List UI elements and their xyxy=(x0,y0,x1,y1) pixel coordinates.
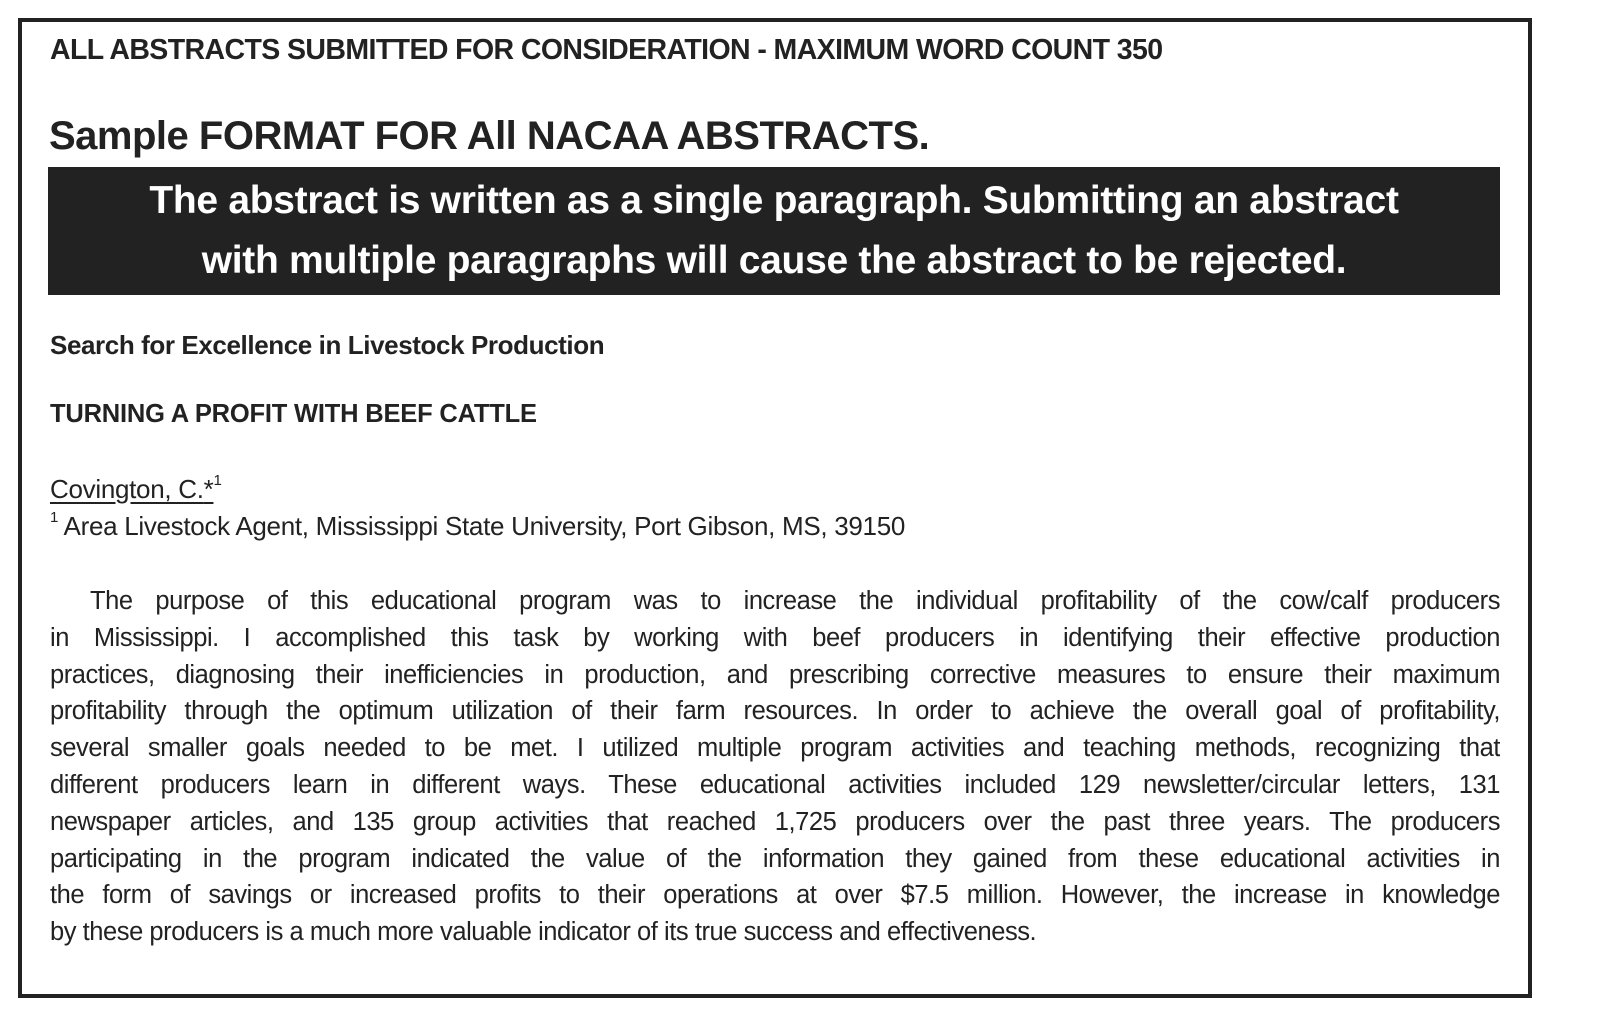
body-line-text: practices, diagnosing their inefficiencies in production, and prescribing corrective measures to ensure their maximum xyxy=(50,660,1500,689)
body-line xyxy=(50,730,1500,767)
author-affiliation-ref: 1 xyxy=(213,472,222,489)
award-category: Search for Excellence in Livestock Production xyxy=(50,330,605,360)
body-line xyxy=(50,804,1500,841)
affiliation-line xyxy=(50,511,905,542)
author-name-text: Covington, C. xyxy=(50,474,204,504)
abstract-title: TURNING A PROFIT WITH BEEF CATTLE xyxy=(50,400,537,428)
body-line-text: several smaller goals needed to be met. I utilized multiple program activities and teaching methods, recognizing that xyxy=(50,734,1500,763)
body-line-text: different producers learn in different ways. These educational activities included 129 newsletter/circular letters, 131 xyxy=(50,770,1500,799)
affiliation-text: Area Livestock Agent, Mississippi State University, Port Gibson, MS, 39150 xyxy=(63,511,906,541)
body-line-text: in Mississippi. I accomplished this task by working with beef producers in identifying their effective production xyxy=(50,623,1500,652)
body-line xyxy=(50,767,1500,804)
banner-line-2: with multiple paragraphs will cause the abstract to be rejected. xyxy=(201,239,1347,282)
body-line xyxy=(50,693,1500,730)
body-line-text: newspaper articles, and 135 group activities that reached 1,725 producers over the past three years. The producers xyxy=(50,807,1500,836)
body-line xyxy=(50,914,1500,951)
presenter-marker: * xyxy=(203,474,214,504)
word-count-notice: ALL ABSTRACTS SUBMITTED FOR CONSIDERATION - MAXIMUM WORD COUNT 350 xyxy=(50,34,1163,66)
single-paragraph-warning-banner xyxy=(48,167,1500,295)
body-line-text: profitability through the optimum utilization of their farm resources. In order to achieve the overall goal of profitability, xyxy=(50,697,1500,726)
body-line-text: The purpose of this educational program was to increase the individual profitability of the cow/calf producers xyxy=(90,587,1500,615)
body-line xyxy=(50,583,1500,620)
abstract-body xyxy=(50,583,1500,951)
author-name xyxy=(50,474,213,504)
author-line xyxy=(50,474,222,505)
body-line-text: participating in the program indicated the value of the information they gained from these educational activities in xyxy=(50,844,1500,873)
affiliation-ref: 1 xyxy=(50,509,59,526)
body-line-text: the form of savings or increased profits to their operations at over $7.5 million. However, the increase in knowledge xyxy=(50,881,1500,910)
body-line xyxy=(50,877,1500,914)
body-line xyxy=(50,620,1500,657)
banner-line-1: The abstract is written as a single paragraph. Submitting an abstract xyxy=(149,179,1399,222)
body-line xyxy=(50,657,1500,694)
body-line-text: by these producers is a much more valuable indicator of its true success and effectiveness. xyxy=(50,918,1037,947)
sample-format-heading: Sample FORMAT FOR All NACAA ABSTRACTS. xyxy=(49,114,930,158)
body-line xyxy=(50,841,1500,878)
